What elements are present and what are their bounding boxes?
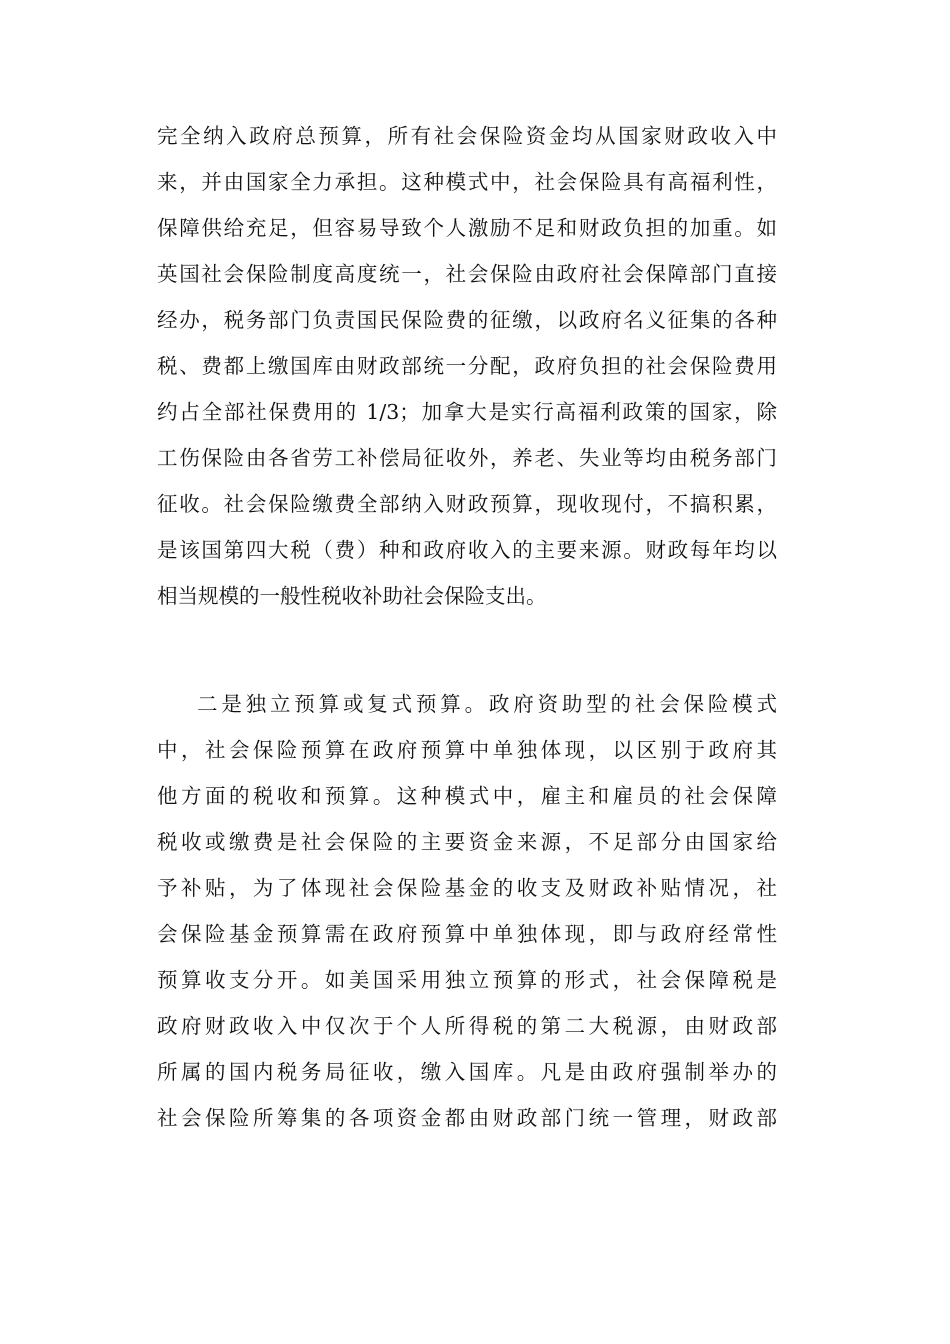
paragraph-2-line: 税收或缴费是社会保险的主要资金来源，不足部分由国家给 [157, 830, 777, 854]
paragraph-1-line: 来，并由国家全力承担。这种模式中，社会保险具有高福利性， [157, 170, 777, 194]
paragraph-1-line: 经办，税务部门负责国民保险费的征缴，以政府名义征集的各种 [157, 308, 777, 332]
paragraph-1-line: 英国社会保险制度高度统一，社会保险由政府社会保障部门直接 [157, 262, 777, 286]
paragraph-2-line: 社会保险所筹集的各项资金都由财政部门统一管理，财政部 [157, 1106, 777, 1130]
paragraph-2-line: 所属的国内税务局征收，缴入国库。凡是由政府强制举办的 [157, 1060, 777, 1084]
paragraph-1-line: 工伤保险由各省劳工补偿局征收外，养老、失业等均由税务部门 [157, 446, 777, 470]
paragraph-1-line: 相当规模的一般性税收补助社会保险支出。 [157, 584, 547, 608]
paragraph-1-line: 完全纳入政府总预算，所有社会保险资金均从国家财政收入中 [157, 124, 777, 148]
paragraph-2-line: 二是独立预算或复式预算。政府资助型的社会保险模式 [197, 692, 777, 716]
paragraph-1-line: 保障供给充足，但容易导致个人激励不足和财政负担的加重。如 [157, 216, 777, 240]
paragraph-2-line: 予补贴，为了体现社会保险基金的收支及财政补贴情况，社 [157, 876, 777, 900]
paragraph-2-line: 预算收支分开。如美国采用独立预算的形式，社会保障税是 [157, 968, 777, 992]
paragraph-1-line: 约占全部社保费用的 1/3；加拿大是实行高福利政策的国家，除 [157, 400, 777, 424]
paragraph-2-line: 中，社会保险预算在政府预算中单独体现，以区别于政府其 [157, 738, 777, 762]
paragraph-2-line: 会保险基金预算需在政府预算中单独体现，即与政府经常性 [157, 922, 777, 946]
paragraph-1-line: 征收。社会保险缴费全部纳入财政预算，现收现付，不搞积累， [157, 492, 777, 516]
paragraph-1-line: 税、费都上缴国库由财政部统一分配，政府负担的社会保险费用 [157, 354, 777, 378]
paragraph-1-line: 是该国第四大税（费）种和政府收入的主要来源。财政每年均以 [157, 538, 777, 562]
paragraph-2-line: 政府财政收入中仅次于个人所得税的第二大税源，由财政部 [157, 1014, 777, 1038]
paragraph-2-line: 他方面的税收和预算。这种模式中，雇主和雇员的社会保障 [157, 784, 777, 808]
